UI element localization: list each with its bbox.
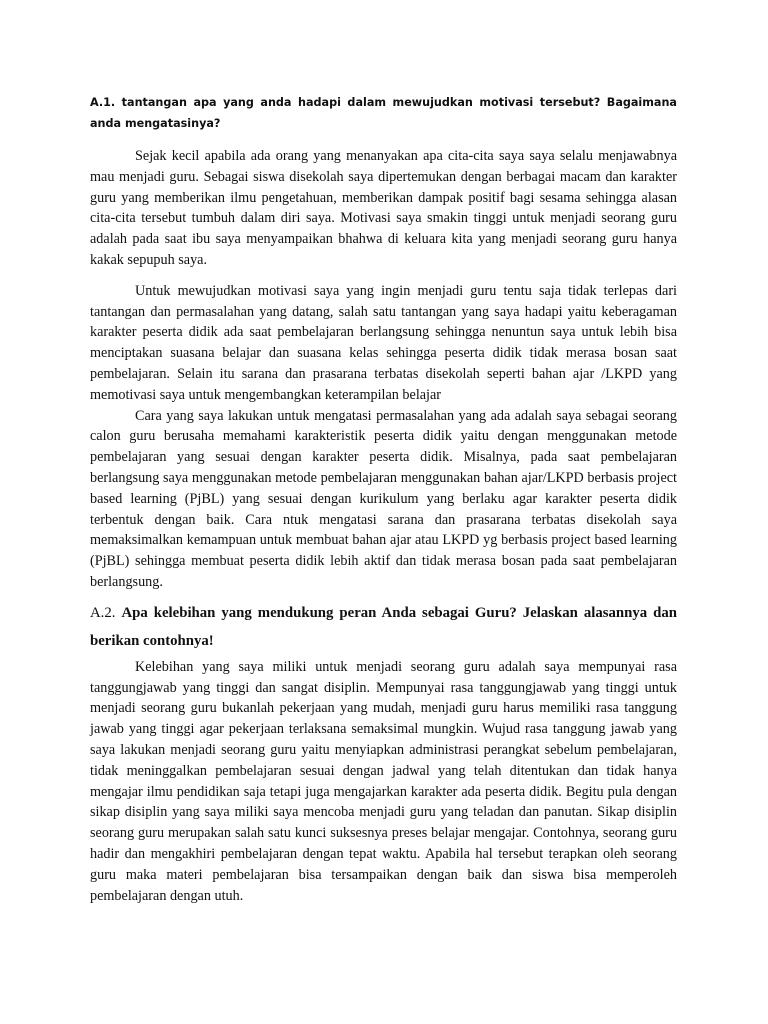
question-a2-text: Apa kelebihan yang mendukung peran Anda sebagai Guru? Jelaskan alasannya dan berikan contohnya!	[90, 604, 677, 649]
question-a1: A.1. tantangan apa yang anda hadapi dalam mewujudkan motivasi tersebut? Bagaimana anda mengatasinya?	[90, 96, 677, 130]
question-a2	[90, 599, 677, 655]
paragraph-challenges: Untuk mewujudkan motivasi saya yang ingin menjadi guru tentu saja tidak terlepas dari tantangan dan permasalahan yang datang, salah satu tantangan yang saya hadapi yaitu keberagaman karakter peserta didik ada saat pembelajaran berlangsung sehingga nenuntun saya untuk lebih bisa menciptakan suasana belajar dan suasana kelas sehingga peserta didik tidak merasa bosan saat pembelajaran. Selain itu sarana dan prasarana terbatas disekolah seperti bahan ajar /LKPD yang memotivasi saya untuk mengembangkan keterampilan belajar	[90, 282, 677, 403]
paragraph-solutions: Cara yang saya lakukan untuk mengatasi permasalahan yang ada adalah saya sebagai seorang calon guru berusaha memahami karakteristik peserta didik yaitu dengan menggunakan metode pembelajaran yang sesuai dengan karakter peserta didik. Misalnya, pada saat pembelajaran berlangsung saya menggunakan metode pembelajaran menggunakan bahan ajar/LKPD berbasis project based learning (PjBL) yang sesuai dengan kurikulum yang berlaku agar karakter peserta didik terbentuk dengan baik. Cara ntuk mengatasi sarana dan prasarana terbatas disekolah saya memaksimalkan kemampuan untuk membuat bahan ajar atau LKPD yg berbasis project based learning (PjBL) sehingga membuat peserta didik lebih aktif dan tidak merasa bosan pada saat pembelajaran berlangsung.	[90, 407, 677, 590]
document-page	[90, 92, 677, 906]
paragraph-strengths: Kelebihan yang saya miliki untuk menjadi seorang guru adalah saya mempunyai rasa tanggungjawab yang tinggi dan sangat disiplin. Mempunyai rasa tanggungjawab yang tinggi untuk menjadi seorang guru bukanlah pekerjaan yang mudah, menjadi guru harus memiliki rasa tanggung jawab yang tinggi agar pekerjaan terlaksana semaksimal mungkin. Wujud rasa tanggung jawab yang saya lakukan menjadi seorang guru yaitu menyiapkan administrasi perangkat sebelum pembelajaran, tidak meninggalkan pembelajaran sesuai dengan jadwal yang telah ditentukan dan tidak hanya mengajar ilmu pendidikan saja tetapi juga mengajarkan karakter ada peserta didik. Begitu pula dengan sikap disiplin yang saya miliki saya mencoba menjadi guru yang teladan dan panutan. Sikap disiplin seorang guru merupakan salah satu kunci suksesnya preses belajar mengajar. Contohnya, seorang guru hadir dan mengakhiri pembelajaran dengan tepat waktu. Apabila hal tersebut terapkan oleh seorang guru maka materi pembelajaran bisa tersampaikan dengan baik dan siswa bisa memperoleh pembelajaran dengan utuh.	[90, 658, 677, 904]
paragraph-motivation: Sejak kecil apabila ada orang yang menanyakan apa cita-cita saya saya selalu menjawabnya mau menjadi guru. Sebagai siswa disekolah saya dipertemukan dengan berbagai macam dan karakter guru yang memberikan ilmu pengetahuan, memberikan dampak positif bagi sesama sehingga alasan cita-cita tersebut tumbuh dalam diri saya. Motivasi saya smakin tinggi untuk menjadi seorang guru adalah pada saat ibu saya menyampaikan bhahwa di keluara kita yang menjadi seorang guru hanya kakak sepupuh saya.	[90, 148, 677, 268]
question-a2-number: A.2.	[90, 604, 116, 621]
